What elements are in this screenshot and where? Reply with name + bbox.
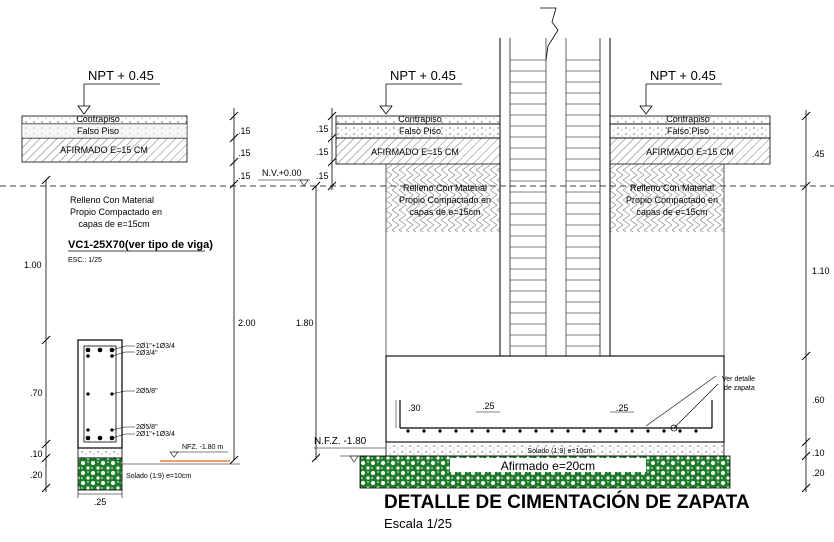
- left-section: [22, 68, 256, 507]
- bar-bot1: 2Ø5/8": [136, 424, 158, 431]
- dim-mid-.15-b: .15: [316, 147, 329, 157]
- mesh-bar-dot: [662, 429, 665, 432]
- mesh-bar-dot: [646, 429, 649, 432]
- falso-piso-label-right: Falso Piso: [666, 126, 710, 136]
- beam-width-dim: .25: [93, 497, 107, 507]
- dim-2.00: 2.00: [238, 318, 256, 328]
- afirmado-base-label: Afirmado e=20cm: [500, 459, 596, 473]
- dim-zap-w2: .25: [616, 403, 629, 413]
- beam-section: [78, 340, 122, 448]
- relleno-line1: Relleno Con Material: [69, 195, 155, 205]
- mesh-bar-dot: [598, 429, 601, 432]
- nfz-label: N.F.Z. -1.80: [314, 436, 367, 447]
- mesh-bar-dot: [502, 429, 505, 432]
- bar-bot2: 2Ø1"+1Ø3/4: [136, 431, 175, 438]
- afirmado-label: AFIRMADO E=15 CM: [60, 145, 148, 155]
- falso-piso-label-mid: Falso Piso: [398, 126, 442, 136]
- dim-.60: .60: [812, 395, 825, 405]
- dim-.70: .70: [30, 388, 43, 398]
- dim-.20-left: .20: [30, 470, 43, 480]
- bar-top2: 2Ø3/4": [136, 350, 158, 357]
- relleno-right-3: capas de e=15cm: [636, 207, 708, 217]
- nv-label: N.V.+0.00: [262, 168, 302, 178]
- ver-detalle-1: Ver detalle: [722, 376, 756, 383]
- mesh-bar-dot: [518, 429, 521, 432]
- drawing-scale: Escala 1/25: [384, 516, 452, 531]
- bar-top1: 2Ø1"+1Ø3/4: [136, 343, 175, 350]
- beam-scale: ESC.: 1/25: [68, 257, 102, 264]
- mesh-bar-dot: [550, 429, 553, 432]
- footing-section: [296, 8, 830, 492]
- afirmado-label-mid: AFIRMADO E=15 CM: [371, 147, 459, 157]
- relleno-mid-2: Propio Compactado en: [398, 195, 492, 205]
- dim-mid-.15-c: .15: [316, 171, 329, 181]
- dim-.15-c: .15: [238, 171, 251, 181]
- npt-label-left: NPT + 0.45: [88, 68, 154, 83]
- npt-label-right: NPT + 0.45: [650, 68, 716, 83]
- dim-zap-w1: .25: [482, 401, 495, 411]
- level-marker-icon: [78, 106, 90, 114]
- dim-mid-.15-a: .15: [316, 124, 329, 134]
- mesh-bar-dot: [614, 429, 617, 432]
- drawing-title: DETALLE DE CIMENTACIÓN DE ZAPATA: [384, 492, 750, 513]
- relleno-mid-1: Relleno Con Material: [402, 183, 488, 193]
- mesh-bar-dot: [678, 429, 681, 432]
- afirmado-base-left: [78, 458, 122, 490]
- solado-layer: [78, 448, 122, 458]
- nfz-small: NFZ. -1.80 m: [182, 444, 224, 451]
- solado-label: Solado (1:9) e=10cm: [527, 448, 593, 455]
- bar-mid: 2Ø5/8": [136, 388, 158, 395]
- mesh-bar-dot: [534, 429, 537, 432]
- mesh-bar-dot: [486, 429, 489, 432]
- dim-1.80: 1.80: [296, 318, 314, 328]
- dim-zap-h: .30: [408, 403, 421, 413]
- mesh-bar-dot: [406, 429, 409, 432]
- relleno-mid-3: capas de e=15cm: [409, 207, 481, 217]
- dim-.20-right: .20: [812, 468, 825, 478]
- mesh-bar-dot: [470, 429, 473, 432]
- contrapiso-label-mid: Contrapiso: [398, 114, 442, 124]
- dim-.10-right: .10: [812, 448, 825, 458]
- mesh-bar-dot: [566, 429, 569, 432]
- dim-.45: .45: [812, 149, 825, 159]
- ver-detalle-2: de zapata: [724, 385, 755, 392]
- beam-title: VC1-25X70(ver tipo de viga): [68, 239, 213, 251]
- dim-.10-left: .10: [30, 449, 43, 459]
- mesh-bar-dot: [582, 429, 585, 432]
- dim-1.00: 1.00: [24, 260, 42, 270]
- mesh-bar-dot: [630, 429, 633, 432]
- mesh-bar-dot: [438, 429, 441, 432]
- relleno-line3: capas de e=15cm: [78, 219, 150, 229]
- mesh-bar-dot: [454, 429, 457, 432]
- relleno-line2: Propio Compactado en: [69, 207, 163, 217]
- relleno-right-2: Propio Compactado en: [625, 195, 719, 205]
- footing: [386, 356, 724, 442]
- dim-1.10: 1.10: [812, 266, 830, 276]
- mesh-bar-dot: [694, 429, 697, 432]
- dim-.15-b: .15: [238, 148, 251, 158]
- npt-label-mid: NPT + 0.45: [390, 68, 456, 83]
- dim-.15-a: .15: [238, 126, 251, 136]
- relleno-right-1: Relleno Con Material: [629, 183, 715, 193]
- mesh-bar-dot: [422, 429, 425, 432]
- contrapiso-label-right: Contrapiso: [666, 114, 710, 124]
- falso-piso-label: Falso Piso: [76, 126, 120, 136]
- contrapiso-label: Contrapiso: [76, 114, 120, 124]
- afirmado-label-right: AFIRMADO E=15 CM: [646, 147, 734, 157]
- solado-small: Solado (1:9) e=10cm: [126, 473, 192, 480]
